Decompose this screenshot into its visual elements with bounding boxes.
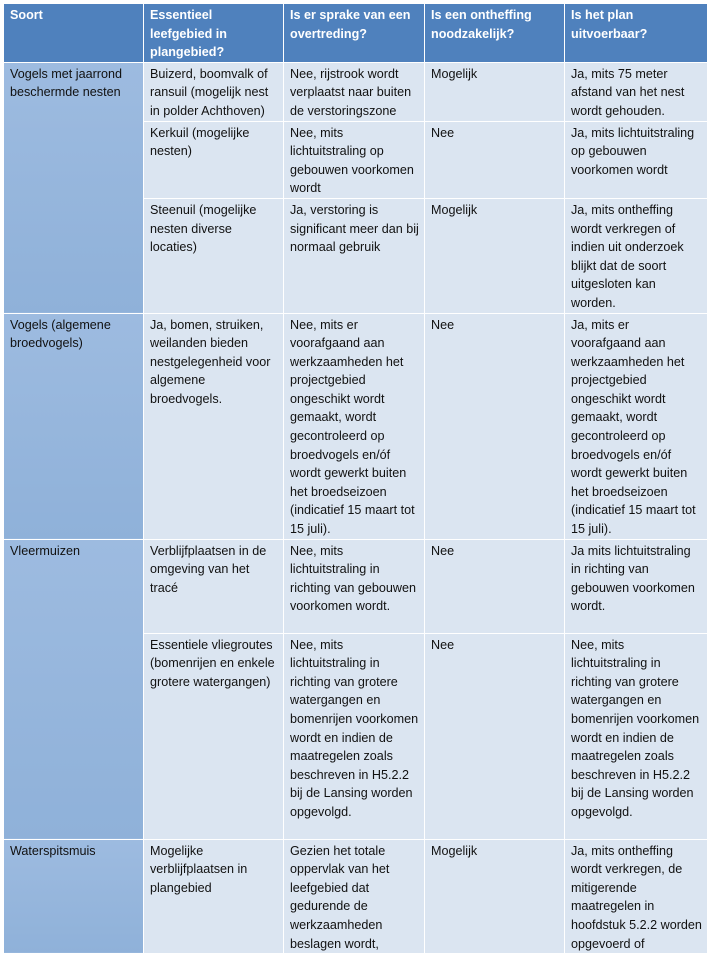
table-row: [4, 539, 708, 633]
table-row: [4, 313, 708, 539]
header-habitat: Essentieel leefgebied in plangebied?: [144, 4, 284, 63]
habitat-cell: Steenuil (mogelijke nesten diverse locaties): [144, 198, 284, 313]
habitat-cell: Buizerd, boomvalk of ransuil (mogelijk nest in polder Achthoven): [144, 62, 284, 121]
header-feasible: Is het plan uitvoerbaar?: [565, 4, 708, 63]
species-cell: Vogels (algemene broedvogels): [4, 313, 144, 539]
species-cell: Vogels met jaarrond beschermde nesten: [4, 62, 144, 313]
violation-cell: Nee, mits lichtuitstraling in richting van grotere watergangen en bomenrijen voorkomen wordt en indien de maatregelen zoals beschreven in H5.2.2 bij de Lansing worden opgevolgd.: [284, 633, 425, 839]
exemption-cell: Nee: [425, 121, 565, 198]
violation-cell: Ja, verstoring is significant meer dan bij normaal gebruik: [284, 198, 425, 313]
table-row: [4, 839, 708, 954]
feasible-cell: Ja, mits lichtuitstraling op gebouwen voorkomen wordt: [565, 121, 708, 198]
violation-cell: Gezien het totale oppervlak van het leefgebied dat gedurende de werkzaamheden beslagen wordt,: [284, 839, 425, 954]
violation-cell: Nee, rijstrook wordt verplaatst naar buiten de verstoringszone: [284, 62, 425, 121]
header-species: Soort: [4, 4, 144, 63]
feasible-cell: Ja mits lichtuitstraling in richting van gebouwen voorkomen wordt.: [565, 539, 708, 633]
exemption-cell: Mogelijk: [425, 198, 565, 313]
exemption-cell: Nee: [425, 539, 565, 633]
header-row: [4, 4, 708, 63]
header-violation: Is er sprake van een overtreding?: [284, 4, 425, 63]
exemption-cell: Mogelijk: [425, 839, 565, 954]
exemption-cell: Nee: [425, 313, 565, 539]
feasible-cell: Ja, mits er voorafgaand aan werkzaamheden het projectgebied ongeschikt wordt gemaakt, wordt gecontroleerd op broedvogels en/óf wordt gewerkt buiten het broedseizoen (indicatief 15 maart tot 15 juli).: [565, 313, 708, 539]
habitat-cell: Kerkuil (mogelijke nesten): [144, 121, 284, 198]
habitat-cell: Essentiele vliegroutes (bomenrijen en enkele grotere watergangen): [144, 633, 284, 839]
habitat-cell: Verblijfplaatsen in de omgeving van het tracé: [144, 539, 284, 633]
habitat-cell: Ja, bomen, struiken, weilanden bieden nestgelegenheid voor algemene broedvogels.: [144, 313, 284, 539]
feasible-cell: Nee, mits lichtuitstraling in richting van grotere watergangen en bomenrijen voorkomen wordt en indien de maatregelen zoals beschreven in H5.2.2 bij de Lansing worden opgevolgd.: [565, 633, 708, 839]
habitat-cell: Mogelijke verblijfplaatsen in plangebied: [144, 839, 284, 954]
species-cell: Vleermuizen: [4, 539, 144, 839]
species-assessment-table: [3, 3, 708, 954]
species-cell: Waterspitsmuis: [4, 839, 144, 954]
feasible-cell: Ja, mits ontheffing wordt verkregen of indien uit onderzoek blijkt dat de soort uitgesloten kan worden.: [565, 198, 708, 313]
exemption-cell: Mogelijk: [425, 62, 565, 121]
violation-cell: Nee, mits er voorafgaand aan werkzaamheden het projectgebied ongeschikt wordt gemaakt, wordt gecontroleerd op broedvogels en/óf wordt gewerkt buiten het broedseizoen (indicatief 15 maart tot 15 juli).: [284, 313, 425, 539]
table-row: [4, 62, 708, 121]
exemption-cell: Nee: [425, 633, 565, 839]
feasible-cell: Ja, mits ontheffing wordt verkregen, de mitigerende maatregelen in hoofdstuk 5.2.2 worden opgevoerd of: [565, 839, 708, 954]
violation-cell: Nee, mits lichtuitstraling in richting van gebouwen voorkomen wordt.: [284, 539, 425, 633]
feasible-cell: Ja, mits 75 meter afstand van het nest wordt gehouden.: [565, 62, 708, 121]
violation-cell: Nee, mits lichtuitstraling op gebouwen voorkomen wordt: [284, 121, 425, 198]
header-exemption: Is een ontheffing noodzakelijk?: [425, 4, 565, 63]
